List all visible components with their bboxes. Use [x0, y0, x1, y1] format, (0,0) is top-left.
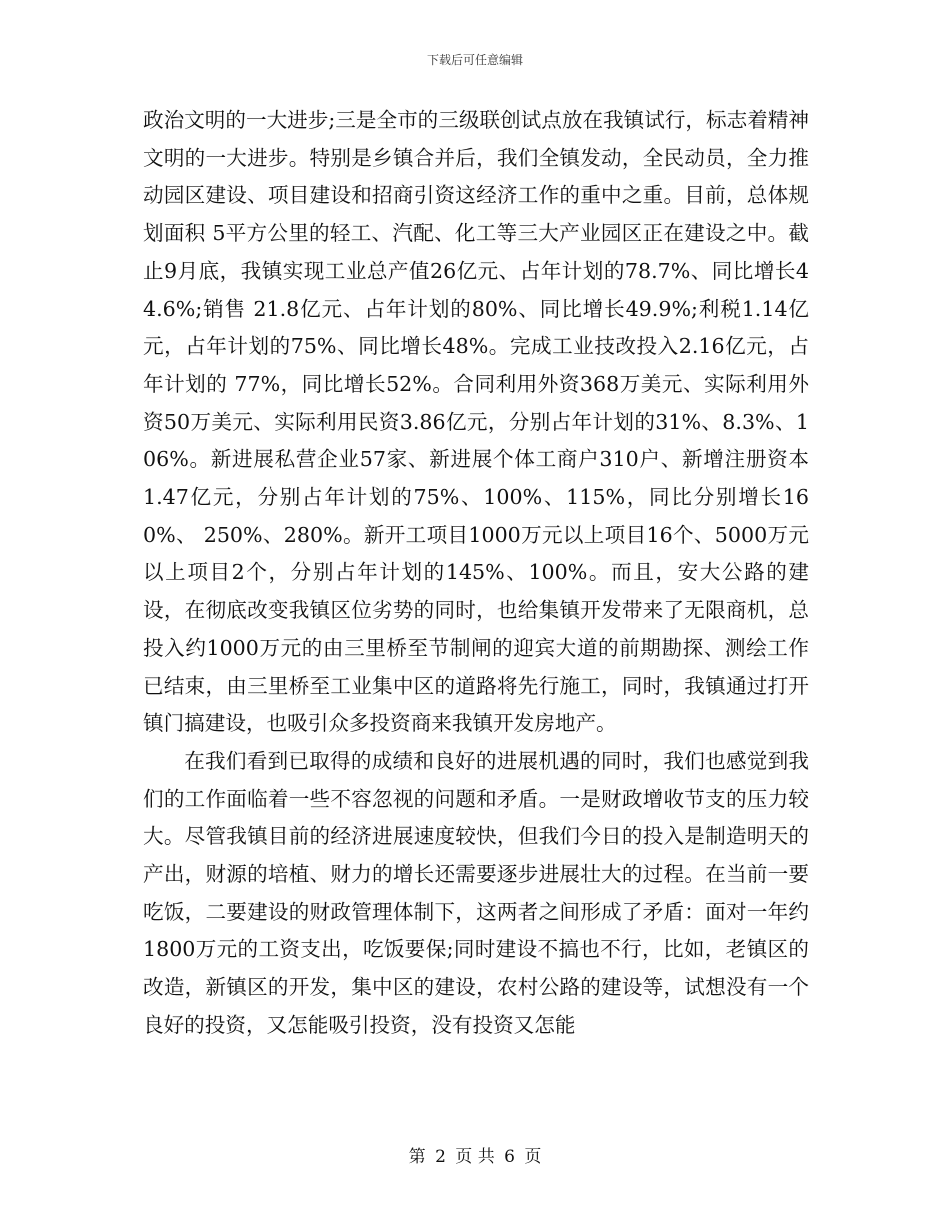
footer-page-number: 2 — [435, 1147, 446, 1167]
footer-total-pages: 6 — [504, 1147, 515, 1167]
footer-suffix: 页 — [524, 1147, 542, 1167]
paragraph-1: 政治文明的一大进步;三是全市的三级联创试点放在我镇试行，标志着精神文明的一大进步。特别是乡镇合并后，我们全镇发动，全民动员，全力推动园区建设、项目建设和招商引资这经济工作的重中之重。目前，总体规划面积 5平方公里的轻工、汽配、化工等三大产业园区正在建设之中。截止9月底，我镇实现工业总产值26亿元、占年计划的78.7%、同比增长44.6%;销售 21.8亿元、占年计划的80%、同比增长49.9%;利税1.14亿元，占年计划的75%、同比增长48%。完成工业技改投入2.16亿元，占年计划的 77%，同比增长52%。合同利用外资368万美元、实际利用外资50万美元、实际利用民资3.86亿元，分别占年计划的31%、8.3%、106%。新进展私营企业57家、新进展个体工商户310户、新增注册资本1.47亿元，分别占年计划的75%、100%、115%，同比分别增长160%、 250%、280%。新开工项目1000万元以上项目16个、5000万元以上项目2个，分别占年计划的145%、100%。而且，安大公路的建设，在彻底改变我镇区位劣势的同时，也给集镇开发带来了无限商机，总投入约1000万元的由三里桥至节制闸的迎宾大道的前期勘探、测绘工作已结束，由三里桥至工业集中区的道路将先行施工，同时，我镇通过打开镇门搞建设，也吸引众多投资商来我镇开发房地产。 — [143, 108, 809, 736]
page-number-footer — [0, 1146, 950, 1168]
header-note: 下载后可任意编辑 — [426, 53, 523, 67]
footer-prefix: 第 — [408, 1147, 426, 1167]
document-body — [143, 102, 809, 1045]
paragraph-2: 在我们看到已取得的成绩和良好的进展机遇的同时，我们也感觉到我们的工作面临着一些不容忽视的问题和矛盾。一是财政增收节支的压力较大。尽管我镇目前的经济进展速度较快，但我们今日的投入是制造明天的产出，财源的培植、财力的增长还需要逐步进展壮大的过程。在当前一要吃饭，二要建设的财政管理体制下，这两者之间形成了矛盾：面对一年约1800万元的工资支出，吃饭要保;同时建设不搞也不行，比如，老镇区的改造，新镇区的开发，集中区的建设，农村公路的建设等，试想没有一个良好的投资，又怎能吸引投资，没有投资又怎能 — [143, 748, 809, 1037]
footer-middle: 页 共 — [455, 1147, 495, 1167]
